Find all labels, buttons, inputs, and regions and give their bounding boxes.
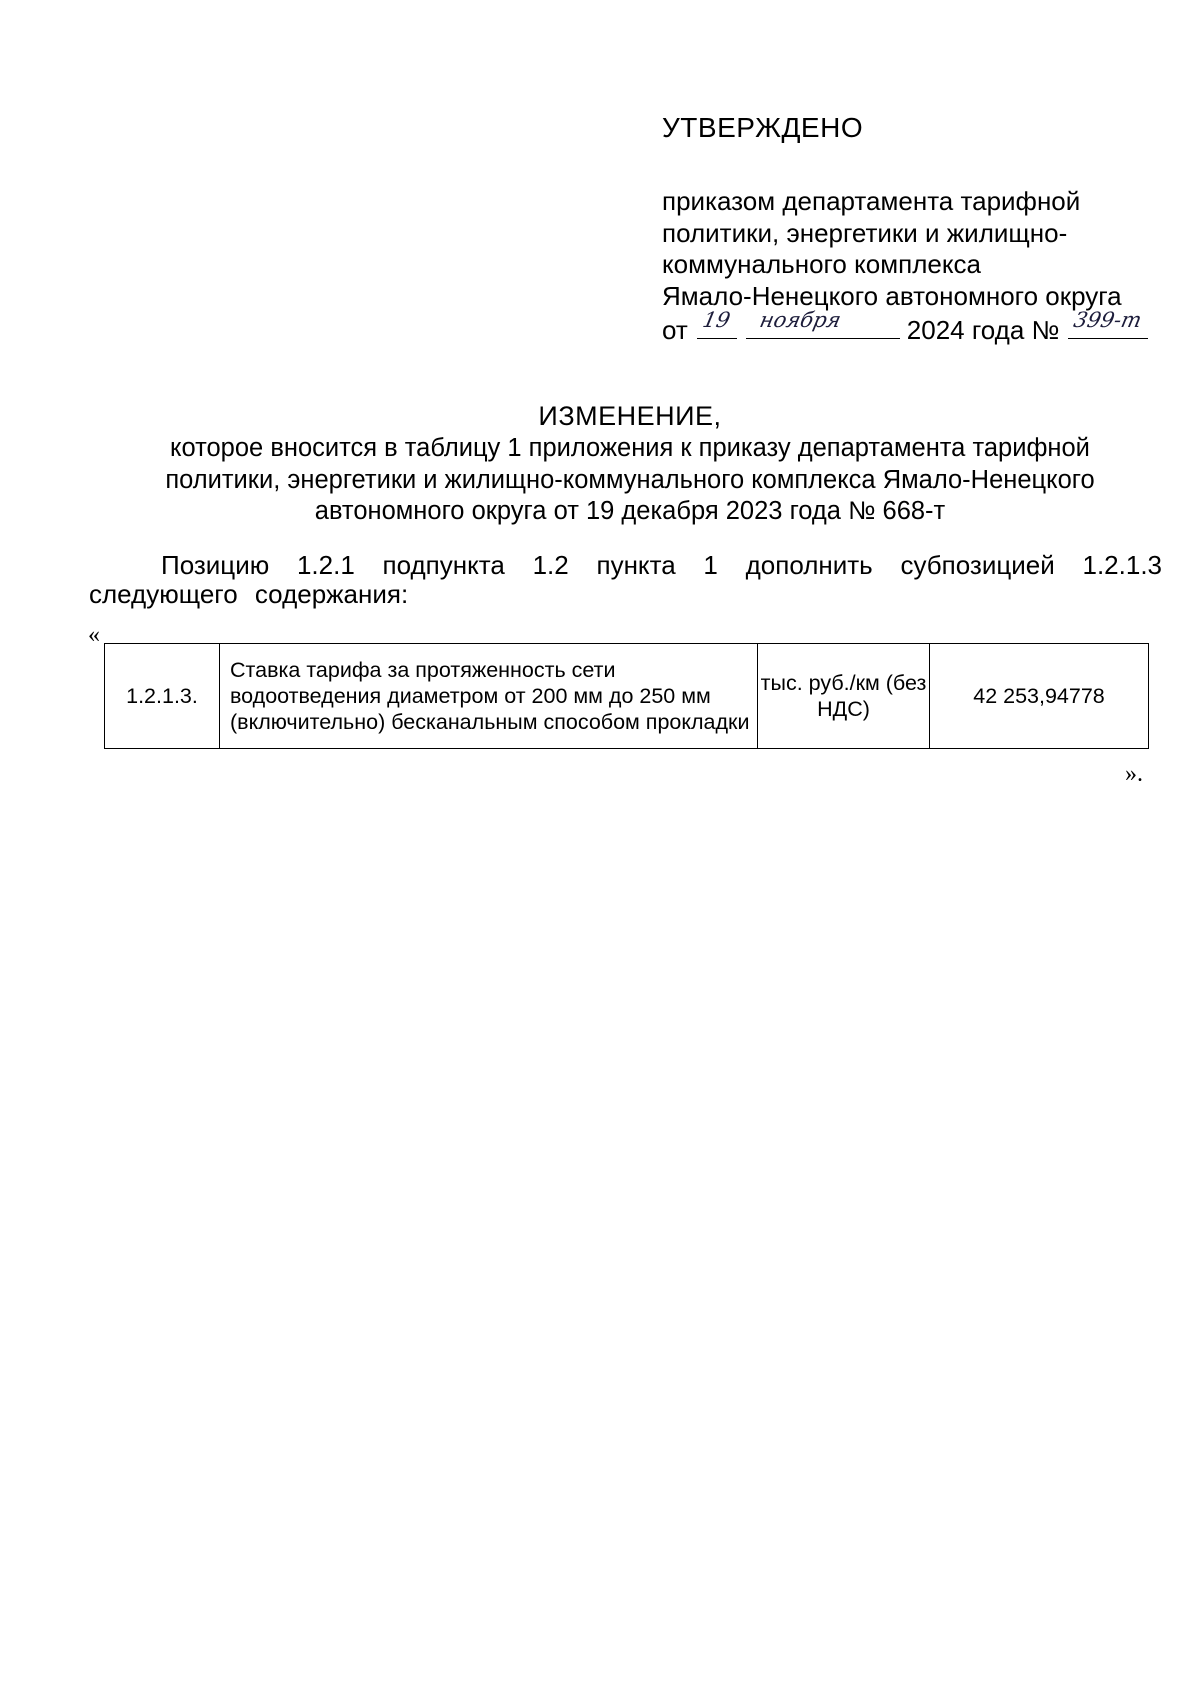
day-handwritten: 19 — [700, 307, 733, 332]
table-row — [105, 644, 1149, 749]
approval-stamp-block — [662, 112, 1182, 347]
month-handwritten: ноября — [757, 307, 844, 332]
date-prefix: от — [662, 315, 688, 345]
document-subtitle-line-3: автономного округа от 19 декабря 2023 года № 668-т — [314, 497, 946, 525]
document-title-block — [100, 400, 1160, 527]
order-number-field — [1068, 307, 1148, 339]
closing-quote-mark: ». — [1125, 761, 1143, 787]
document-title: ИЗМЕНЕНИЕ, — [538, 401, 722, 431]
approval-line-3: коммунального комплекса — [662, 249, 981, 279]
cell-description: Ставка тарифа за протяженность сети водоотведения диаметром от 200 мм до 250 мм (включительно) бесканальным способом прокладки — [220, 644, 758, 749]
year-text: 2024 года № — [906, 315, 1060, 345]
document-subtitle-line-1: которое вносится в таблицу 1 приложения к приказу департамента тарифной — [170, 434, 1090, 462]
order-number-handwritten: 399-т — [1072, 307, 1145, 332]
cell-position-number: 1.2.1.3. — [105, 644, 220, 749]
approval-line-4: Ямало-Ненецкого автономного округа — [662, 280, 1122, 311]
approval-date-line — [662, 307, 1182, 347]
approval-line-1: приказом департамента тарифной — [662, 186, 1081, 216]
body-paragraph: Позицию 1.2.1 подпункта 1.2 пункта 1 дополнить субпозицией 1.2.1.3 следующего содержания: — [89, 550, 1162, 609]
cell-tariff-value: 42 253,94778 — [930, 644, 1149, 749]
approval-heading: УТВЕРЖДЕНО — [662, 112, 864, 143]
document-subtitle-line-2: политики, энергетики и жилищно-коммунального комплекса Ямало-Ненецкого — [165, 465, 1095, 494]
day-field — [697, 307, 737, 339]
approval-line-2: политики, энергетики и жилищно- — [662, 217, 1068, 248]
opening-quote-mark: « — [88, 622, 100, 648]
month-field — [746, 307, 900, 339]
tariff-table — [104, 643, 1149, 749]
cell-unit: тыс. руб./км (без НДС) — [758, 644, 930, 749]
